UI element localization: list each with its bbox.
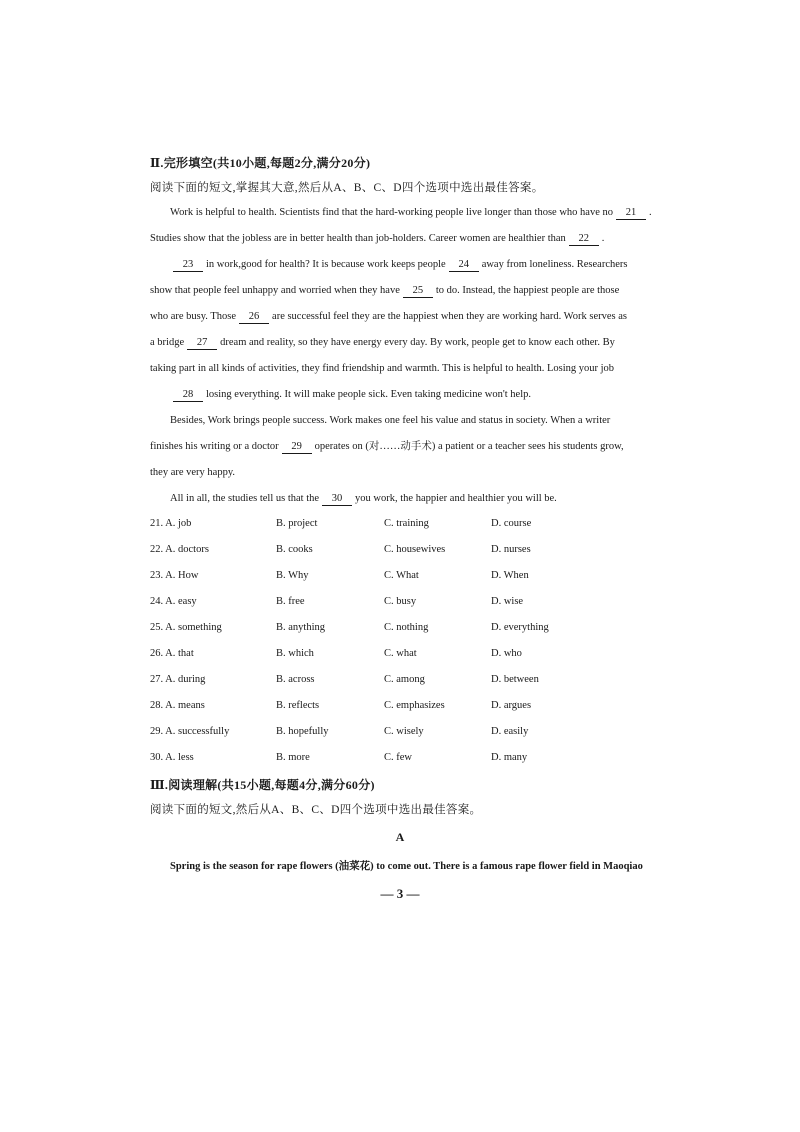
blank-24: 24 <box>449 259 479 272</box>
passage-line-7: taking part in all kinds of activities, they find friendship and warmth. This is helpful to health. Losing your job <box>150 363 615 374</box>
passage-line-4: show that people feel unhappy and worried when they have 25 to do. Instead, the happiest people are those <box>150 285 620 296</box>
options-row-25: 25. A. something B. anything C. nothing D. everything <box>150 622 549 633</box>
reading-passage-first-line: Spring is the season for rape flowers (油菜花) to come out. There is a famous rape flower field in Maoqiao <box>170 861 643 872</box>
passage-line-12: All in all, the studies tell us that the 30 you work, the happier and healthier you will be. <box>170 493 557 504</box>
passage-line-6: a bridge 27 dream and reality, so they have energy every day. By work, people get to know each other. By <box>150 337 615 348</box>
options-row-29: 29. A. successfully B. hopefully C. wisely D. easily <box>150 726 529 737</box>
passage-line-3: 23 in work,good for health? It is because work keeps people 24 away from loneliness. Researchers <box>170 258 636 272</box>
blank-29: 29 <box>282 441 312 454</box>
page-number: — 3 — <box>380 886 420 901</box>
passage-line-10: finishes his writing or a doctor 29 operates on (对……动手术) a patient or a teacher sees his students grow, <box>150 441 624 452</box>
section-3-title: Ⅲ.阅读理解(共15小题,每题4分,满分60分) <box>150 778 375 792</box>
section-2-instruction: 阅读下面的短文,掌握其大意,然后从A、B、C、D四个选项中选出最佳答案。 <box>150 182 544 194</box>
options-row-27: 27. A. during B. across C. among D. between <box>150 674 539 685</box>
options-row-30: 30. A. less B. more C. few D. many <box>150 752 528 763</box>
options-row-21: 21. A. job B. project C. training D. course <box>150 518 532 529</box>
options-row-23: 23. A. How B. Why C. What D. When <box>150 570 529 581</box>
passage-line-9: Besides, Work brings people success. Work makes one feel his value and status in society. When a writer <box>170 415 611 426</box>
blank-22: 22 <box>569 233 599 246</box>
passage-line-11: they are very happy. <box>150 467 236 478</box>
blank-23: 23 <box>173 259 203 272</box>
options-row-24: 24. A. easy B. free C. busy D. wise <box>150 596 524 607</box>
blank-27: 27 <box>187 337 217 350</box>
options-row-26: 26. A. that B. which C. what D. who <box>150 648 522 659</box>
blank-28: 28 <box>173 389 203 402</box>
passage-label-a: A <box>395 830 405 844</box>
passage-line-5: who are busy. Those 26 are successful feel they are the happiest when they are working hard. Work serves as <box>150 311 627 322</box>
passage-line-8: 28 losing everything. It will make people sick. Even taking medicine won't help. <box>170 388 636 402</box>
passage-line-1: Work is helpful to health. Scientists find that the hard-working people live longer than those who have no 21 . <box>170 207 652 218</box>
blank-30: 30 <box>322 493 352 506</box>
blank-26: 26 <box>239 311 269 324</box>
section-3-instruction: 阅读下面的短文,然后从A、B、C、D四个选项中选出最佳答案。 <box>150 804 482 816</box>
options-row-28: 28. A. means B. reflects C. emphasizes D. argues <box>150 700 532 711</box>
blank-25: 25 <box>403 285 433 298</box>
options-row-22: 22. A. doctors B. cooks C. housewives D. nurses <box>150 544 531 555</box>
passage-line-2: Studies show that the jobless are in better health than job-holders. Career women are healthier than 22 . <box>150 233 605 244</box>
section-2-title: Ⅱ.完形填空(共10小题,每题2分,满分20分) <box>150 156 371 170</box>
blank-21: 21 <box>616 207 646 220</box>
